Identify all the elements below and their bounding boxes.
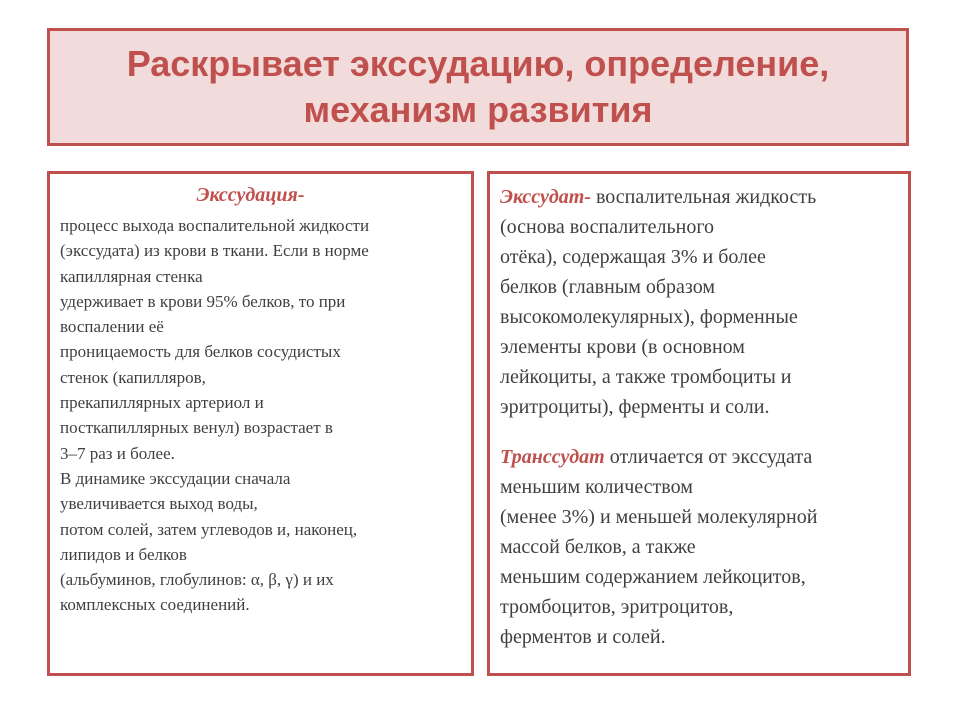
page-title xyxy=(127,41,830,133)
title-line-1: Раскрывает экссудацию, определение, xyxy=(126,43,830,84)
exudate-first-line xyxy=(500,182,900,212)
title-line-2: механизм развития xyxy=(303,89,653,130)
transudate-line-rest: отличается от экссудата xyxy=(604,446,813,468)
exudate-line: высокомолекулярных), форменные xyxy=(500,306,798,328)
exudate-transudate-text xyxy=(490,174,908,652)
exudation-line: воспалении её xyxy=(60,317,164,337)
exudation-panel xyxy=(47,171,474,676)
transudate-term: Транссудат xyxy=(500,446,605,468)
exudation-line: В динамике экссудации сначала xyxy=(60,468,291,488)
transudate-line: меньшим содержанием лейкоцитов, xyxy=(500,566,806,588)
exudation-definition xyxy=(50,207,471,618)
exudation-line: комплексных соединений. xyxy=(60,595,250,615)
exudate-transudate-panel xyxy=(487,171,911,676)
transudate-first-line xyxy=(500,442,900,472)
exudate-line: белков (главным образом xyxy=(500,276,715,298)
exudation-line: (экссудата) из крови в ткани. Если в норме xyxy=(60,241,369,261)
exudation-line: процесс выхода воспалительной жидкости xyxy=(60,216,370,235)
exudation-heading: Экссудация- xyxy=(196,184,305,206)
exudation-line: увеличивается выход воды, xyxy=(60,494,258,514)
exudate-line: элементы крови (в основном xyxy=(500,336,745,358)
transudate-line: меньшим количеством xyxy=(500,476,693,498)
exudation-line: посткапиллярных венул) возрастает в xyxy=(60,418,333,438)
transudate-line: (менее 3%) и меньшей молекулярной xyxy=(500,506,818,528)
exudation-line: 3–7 раз и более. xyxy=(60,443,175,463)
exudation-line: потом солей, затем углеводов и, наконец, xyxy=(60,519,358,539)
exudation-line: прекапиллярных артериол и xyxy=(60,393,264,413)
exudate-line: лейкоциты, а также тромбоциты и xyxy=(500,366,792,388)
transudate-line: ферментов и солей. xyxy=(500,626,666,648)
exudation-line: проницаемость для белков сосудистых xyxy=(60,342,341,362)
exudation-line: капиллярная стенка xyxy=(60,266,203,286)
exudation-line: липидов и белков xyxy=(60,544,187,564)
transudate-line: массой белков, а также xyxy=(500,536,696,558)
exudation-line: стенок (капилляров, xyxy=(60,367,206,387)
transudate-line: тромбоцитов, эритроцитов, xyxy=(500,596,734,618)
exudation-line: удерживает в крови 95% белков, то при xyxy=(60,291,346,311)
paragraph-gap xyxy=(500,422,900,442)
exudate-line: эритроциты), ферменты и соли. xyxy=(500,396,770,418)
exudate-line: (основа воспалительного xyxy=(500,216,715,238)
exudation-line: (альбуминов, глобулинов: α, β, γ) и их xyxy=(60,570,334,590)
exudate-line-rest: воспалительная жидкость xyxy=(590,186,817,208)
title-banner xyxy=(47,28,909,146)
exudate-line: отёка), содержащая 3% и более xyxy=(500,246,766,268)
exudate-term: Экссудат- xyxy=(500,186,591,208)
